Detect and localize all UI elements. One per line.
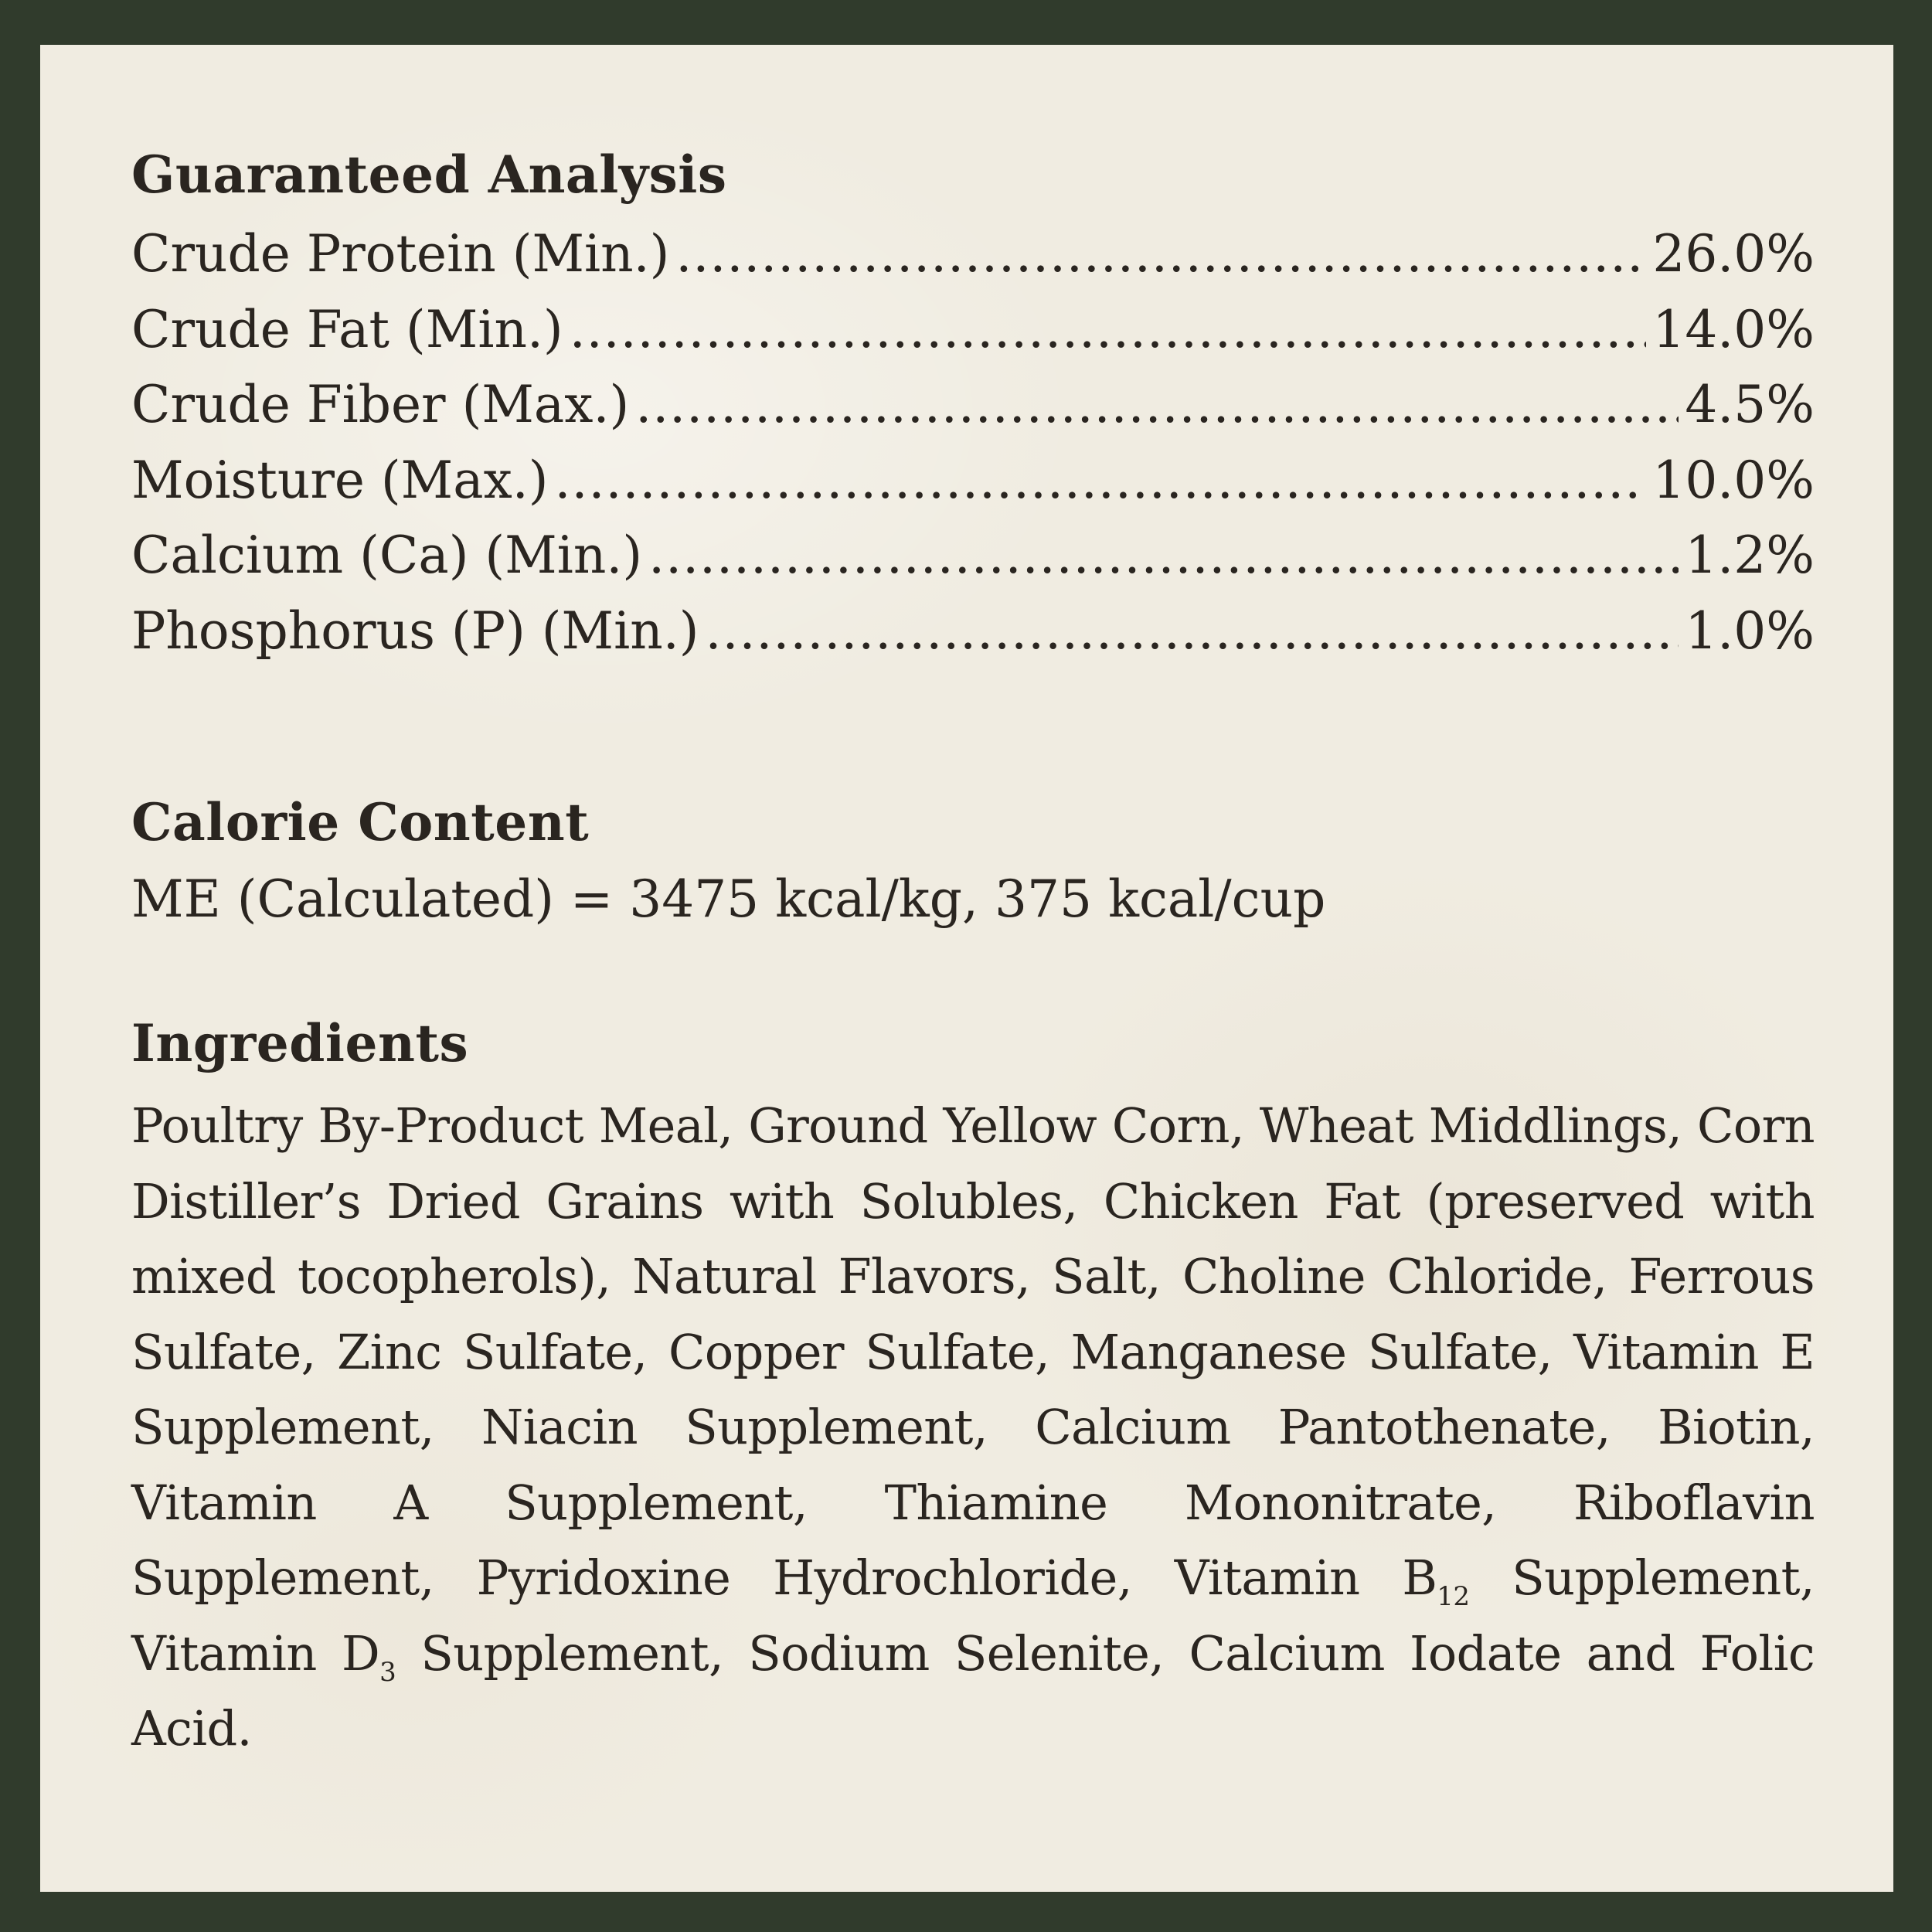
analysis-row-crude-protein (131, 216, 1815, 292)
analysis-label: Calcium (Ca) (Min.) (131, 526, 643, 585)
ingredients-text-part3: Supplement, Sodium Selenite, Calcium Iodate and Folic Acid. (131, 1624, 1815, 1757)
dot-leader (675, 216, 1646, 292)
subscript-3: 3 (379, 1656, 396, 1688)
analysis-label: Crude Fiber (Max.) (131, 375, 630, 434)
ingredients-text-part1: Poultry By-Product Meal, Ground Yellow Corn, Wheat Middlings, Corn Distiller’s Dried Grains with Solubles, Chicken Fat (preserved with mixed tocopherols), Natural Flavors, Salt, Choline Chloride, Ferrous Sulfate, Zinc Sulfate, Copper Sulfate, Manganese Sulfate, Vitamin E Supplement, Niacin Supplement, Calcium Pantothenate, Biotin, Vitamin A Supplement, Thiamine Mononitrate, Riboflavin Supplement, Pyridoxine Hydrochloride, Vitamin B (131, 1097, 1815, 1606)
label-panel (40, 45, 1893, 1892)
analysis-row-crude-fiber (131, 367, 1815, 443)
ingredients-heading: Ingredients (131, 1013, 469, 1073)
analysis-value: 4.5% (1685, 375, 1815, 434)
dot-leader (635, 367, 1679, 443)
guaranteed-analysis-heading: Guaranteed Analysis (131, 145, 727, 205)
analysis-row-crude-fat (131, 292, 1815, 368)
ingredients-list (131, 1088, 1815, 1767)
analysis-label: Crude Protein (Min.) (131, 224, 670, 284)
calorie-content-text: ME (Calculated) = 3475 kcal/kg, 375 kcal/cup (131, 869, 1326, 929)
guaranteed-analysis-table (131, 216, 1815, 668)
analysis-label: Crude Fat (Min.) (131, 299, 563, 359)
ingredients-text-part2: Supplement, Vitamin D (131, 1549, 1815, 1682)
analysis-label: Phosphorus (P) (Min.) (131, 600, 699, 661)
analysis-label: Moisture (Max.) (131, 450, 549, 510)
analysis-row-phosphorus (131, 594, 1815, 669)
analysis-value: 10.0% (1652, 450, 1815, 510)
analysis-row-moisture (131, 443, 1815, 519)
dot-leader (570, 292, 1647, 368)
dot-leader (555, 443, 1647, 519)
analysis-row-calcium (131, 518, 1815, 594)
analysis-value: 1.0% (1685, 600, 1815, 661)
analysis-value: 26.0% (1652, 224, 1815, 284)
dot-leader (705, 594, 1679, 669)
calorie-content-heading: Calorie Content (131, 792, 590, 852)
subscript-12: 12 (1437, 1581, 1470, 1612)
analysis-value: 1.2% (1685, 526, 1815, 585)
analysis-value: 14.0% (1652, 299, 1815, 359)
dot-leader (648, 518, 1679, 594)
